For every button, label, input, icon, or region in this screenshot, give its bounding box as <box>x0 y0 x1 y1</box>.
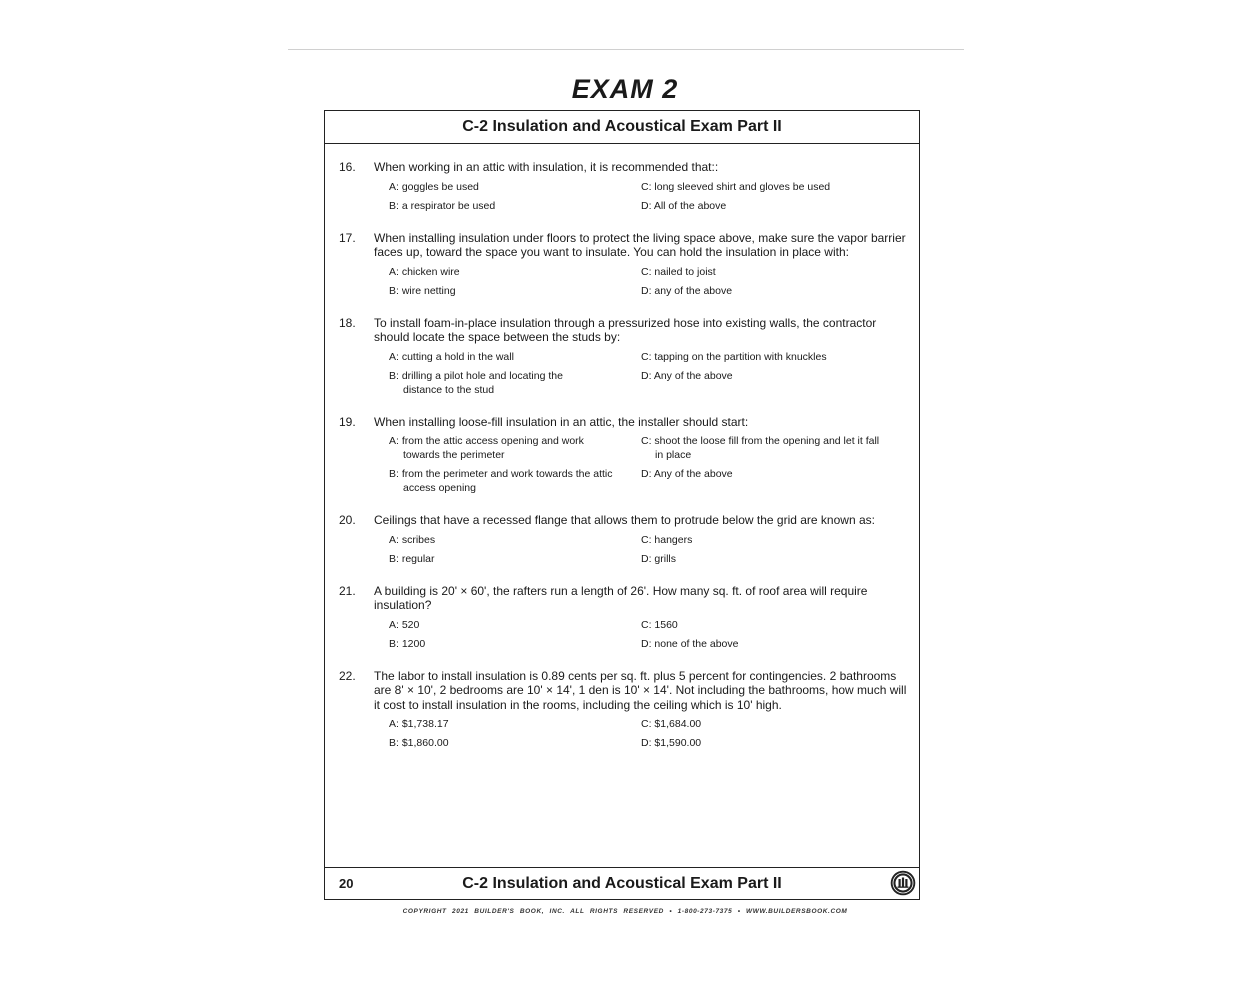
answer-a: A: 520 <box>389 618 420 631</box>
answer-c: C: tapping on the partition with knuckles <box>641 350 827 363</box>
answer-b: B: $1,860.00 <box>389 737 449 749</box>
answer-c: C: long sleeved shirt and gloves be used <box>641 180 831 193</box>
copyright-notice: COPYRIGHT 2021 BUILDER'S BOOK, INC. ALL RIGHTS RESERVED • 1-800-273-7375 • WWW.BUILDERSBOOK.COM <box>402 908 848 915</box>
answer-d: D: $1,590.00 <box>641 737 702 749</box>
answer-b: B: wire netting <box>389 284 456 297</box>
answer-b: B: 1200 <box>389 637 426 650</box>
answer-a: A: scribes <box>389 533 436 546</box>
answer-options <box>389 434 911 495</box>
question-22 <box>339 669 911 751</box>
question-text: Ceilings that have a recessed flange that allows them to protrude below the grid are known as: <box>374 513 875 527</box>
question-number: 22. <box>339 668 356 683</box>
answer-b: B: drilling a pilot hole and locating the distance to the stud <box>389 369 563 396</box>
answer-c: C: hangers <box>641 533 693 546</box>
answer-b: B: a respirator be used <box>389 199 496 212</box>
answer-a: A: chicken wire <box>389 265 460 278</box>
answer-options <box>389 618 911 651</box>
exam-page-frame <box>324 110 920 900</box>
answer-b: B: regular <box>389 552 435 565</box>
answer-d: D: Any of the above <box>641 468 733 480</box>
answer-c: C: $1,684.00 <box>641 718 702 730</box>
answer-options <box>389 265 911 298</box>
builders-book-seal-icon <box>890 870 916 896</box>
answer-c: C: shoot the loose fill from the opening and let it fall in place <box>641 435 880 461</box>
question-text: When installing loose-fill insulation in an attic, the installer should start: <box>374 414 749 429</box>
answer-a: A: from the attic access opening and work towards the perimeter <box>389 435 584 461</box>
question-text: When installing insulation under floors to protect the living space above, make sure the vapor barrier faces up, toward the space you want to insulate. You can hold the insulation in place with: <box>374 230 906 259</box>
answer-options <box>389 717 911 750</box>
question-text: A building is 20' × 60', the rafters run a length of 26'. How many sq. ft. of roof area will require insulation? <box>374 583 868 612</box>
answer-d: D: Any of the above <box>641 369 733 382</box>
answer-b: B: from the perimeter and work towards the attic access opening <box>389 468 613 494</box>
page-number: 20 <box>339 876 354 891</box>
exam-title: EXAM 2 <box>571 74 679 104</box>
answer-options <box>389 350 911 397</box>
answer-a: A: goggles be used <box>389 180 479 193</box>
answer-options <box>389 180 911 213</box>
answer-d: D: any of the above <box>641 284 733 297</box>
question-text: To install foam-in-place insulation through a pressurized hose into existing walls, the contractor should locate the space between the studs by: <box>374 315 877 344</box>
answer-c: C: 1560 <box>641 618 678 631</box>
question-19 <box>339 415 911 496</box>
question-number: 21. <box>339 583 356 598</box>
question-17 <box>339 231 911 298</box>
question-21 <box>339 584 911 651</box>
question-18 <box>339 316 911 397</box>
question-text: When working in an attic with insulation, it is recommended that:: <box>374 160 719 174</box>
question-20 <box>339 513 911 566</box>
top-divider <box>288 49 964 50</box>
question-16 <box>339 160 911 213</box>
answer-c: C: nailed to joist <box>641 265 716 278</box>
page-footer <box>325 867 919 899</box>
question-list <box>339 160 911 768</box>
question-number: 17. <box>339 230 356 245</box>
footer-title: C-2 Insulation and Acoustical Exam Part II <box>462 875 782 892</box>
question-number: 16. <box>339 160 356 174</box>
answer-options <box>389 533 911 566</box>
question-number: 18. <box>339 315 356 330</box>
answer-a: A: cutting a hold in the wall <box>389 350 514 363</box>
answer-d: D: grills <box>641 552 677 565</box>
answer-a: A: $1,738.17 <box>389 718 449 730</box>
answer-d: D: All of the above <box>641 199 727 212</box>
question-number: 20. <box>339 513 356 527</box>
page-header-title: C-2 Insulation and Acoustical Exam Part II <box>325 111 919 144</box>
answer-d: D: none of the above <box>641 637 739 650</box>
question-number: 19. <box>339 414 356 429</box>
question-text: The labor to install insulation is 0.89 cents per sq. ft. plus 5 percent for contingencies. 2 bathrooms are 8' × 10', 2 bedrooms are 10' × 14', 1 den is 10' × 14'. Not including the bathrooms, how much will it cost to install insulation in the rooms, including the ceiling which is 10' high. <box>374 668 907 712</box>
